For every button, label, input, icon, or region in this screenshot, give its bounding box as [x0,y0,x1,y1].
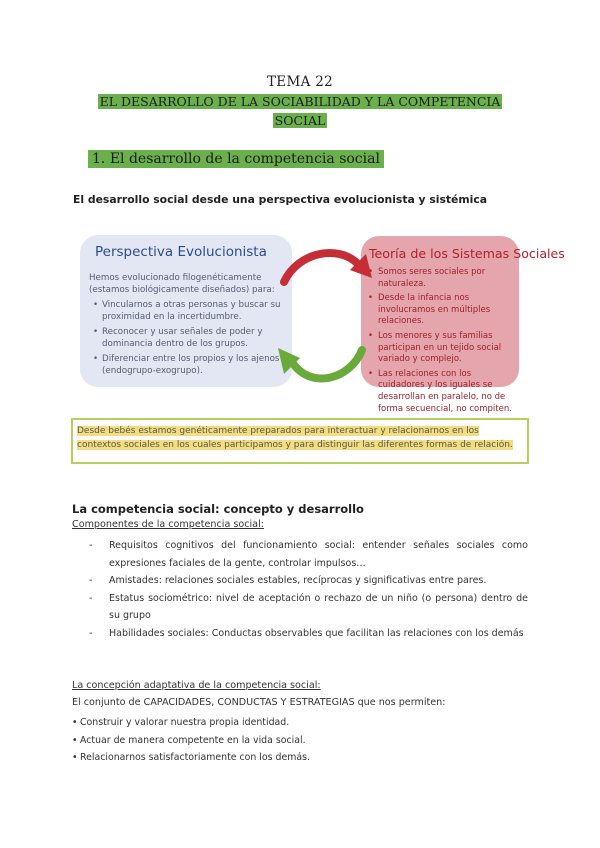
social-systems-body [367,267,517,418]
list-item: • Construir y valorar nuestra propia identidad. [72,714,310,732]
section-2-heading: La competencia social: concepto y desarrollo [72,502,364,516]
adaptive-list [72,714,310,767]
evolutionist-card [80,235,292,387]
title-line-2: SOCIAL [274,113,326,128]
evolutionist-title: Perspectiva Evolucionista [95,244,267,260]
cycle-arrow-bottom-icon [292,350,362,379]
list-item: - Amistades: relaciones sociales estables, recíprocas y significativas entre pares. [88,572,528,590]
evolutionist-item: • Diferenciar entre los propios y los ajenos (endogrupo-exogrupo). [89,353,287,377]
list-item: - Estatus sociométrico: nivel de aceptación o rechazo de un niño (o persona) dentro de su grupo [88,590,528,625]
cycle-arrows [276,240,376,390]
social-systems-title: Teoría de los Sistemas Sociales [369,246,565,261]
components-list [88,537,528,642]
list-item: - Habilidades sociales: Conductas observables que facilitan las relaciones con los demás [88,625,528,643]
section-1-number: 1. [92,151,106,167]
list-item: • Actuar de manera competente en la vida social. [72,732,310,750]
section-1-title: El desarrollo de la competencia social [109,151,380,167]
evolutionist-item: • Vincularnos a otras personas y buscar su proximidad en la incertidumbre. [89,299,287,323]
adaptive-intro: El conjunto de CAPACIDADES, CONDUCTAS Y ESTRATEGIAS que nos permiten: [72,697,446,708]
evolutionist-intro: Hemos evolucionado filogenéticamente (estamos biológicamente diseñados) para: [89,273,275,295]
evolutionist-item: • Reconocer y usar señales de poder y dominancia dentro de los grupos. [89,326,287,350]
social-systems-item: • Somos seres sociales por naturaleza. [367,267,517,290]
cycle-arrow-top-icon [284,253,358,282]
list-item: • Relacionarnos satisfactoriamente con los demás. [72,749,310,767]
social-systems-card [361,236,565,414]
evolutionist-body [89,272,287,380]
components-label: Componentes de la competencia social: [72,519,264,530]
section-1-heading [88,150,384,168]
tema-heading: TEMA 22 [266,74,333,90]
list-item: - Requisitos cognitivos del funcionamiento social: entender señales sociales como expresiones faciales de la gente, controlar impulsos… [88,537,528,572]
title-line-1: EL DESARROLLO DE LA SOCIABILIDAD Y LA COMPETENCIA [99,94,501,109]
social-systems-item: • Desde la infancia nos involucramos en múltiples relaciones. [367,293,517,328]
social-systems-item: • Las relaciones con los cuidadores y los iguales se desarrollan en paralelo, no de forma secuencial, no compiten. [367,369,517,415]
note-text: Desde bebés estamos genéticamente preparados para interactuar y relacionarnos en los contextos sociales en los cuales participamos y para distinguir las diferentes formas de relación. [77,426,513,450]
social-systems-item: • Los menores y sus familias participan en un tejido social variado y complejo. [367,331,517,366]
genetic-preparation-note [71,418,529,464]
subheading-evolutionist: El desarrollo social desde una perspectiva evolucionista y sistémica [73,193,488,206]
document-title [0,92,600,130]
adaptive-label: La concepción adaptativa de la competencia social: [72,680,321,691]
